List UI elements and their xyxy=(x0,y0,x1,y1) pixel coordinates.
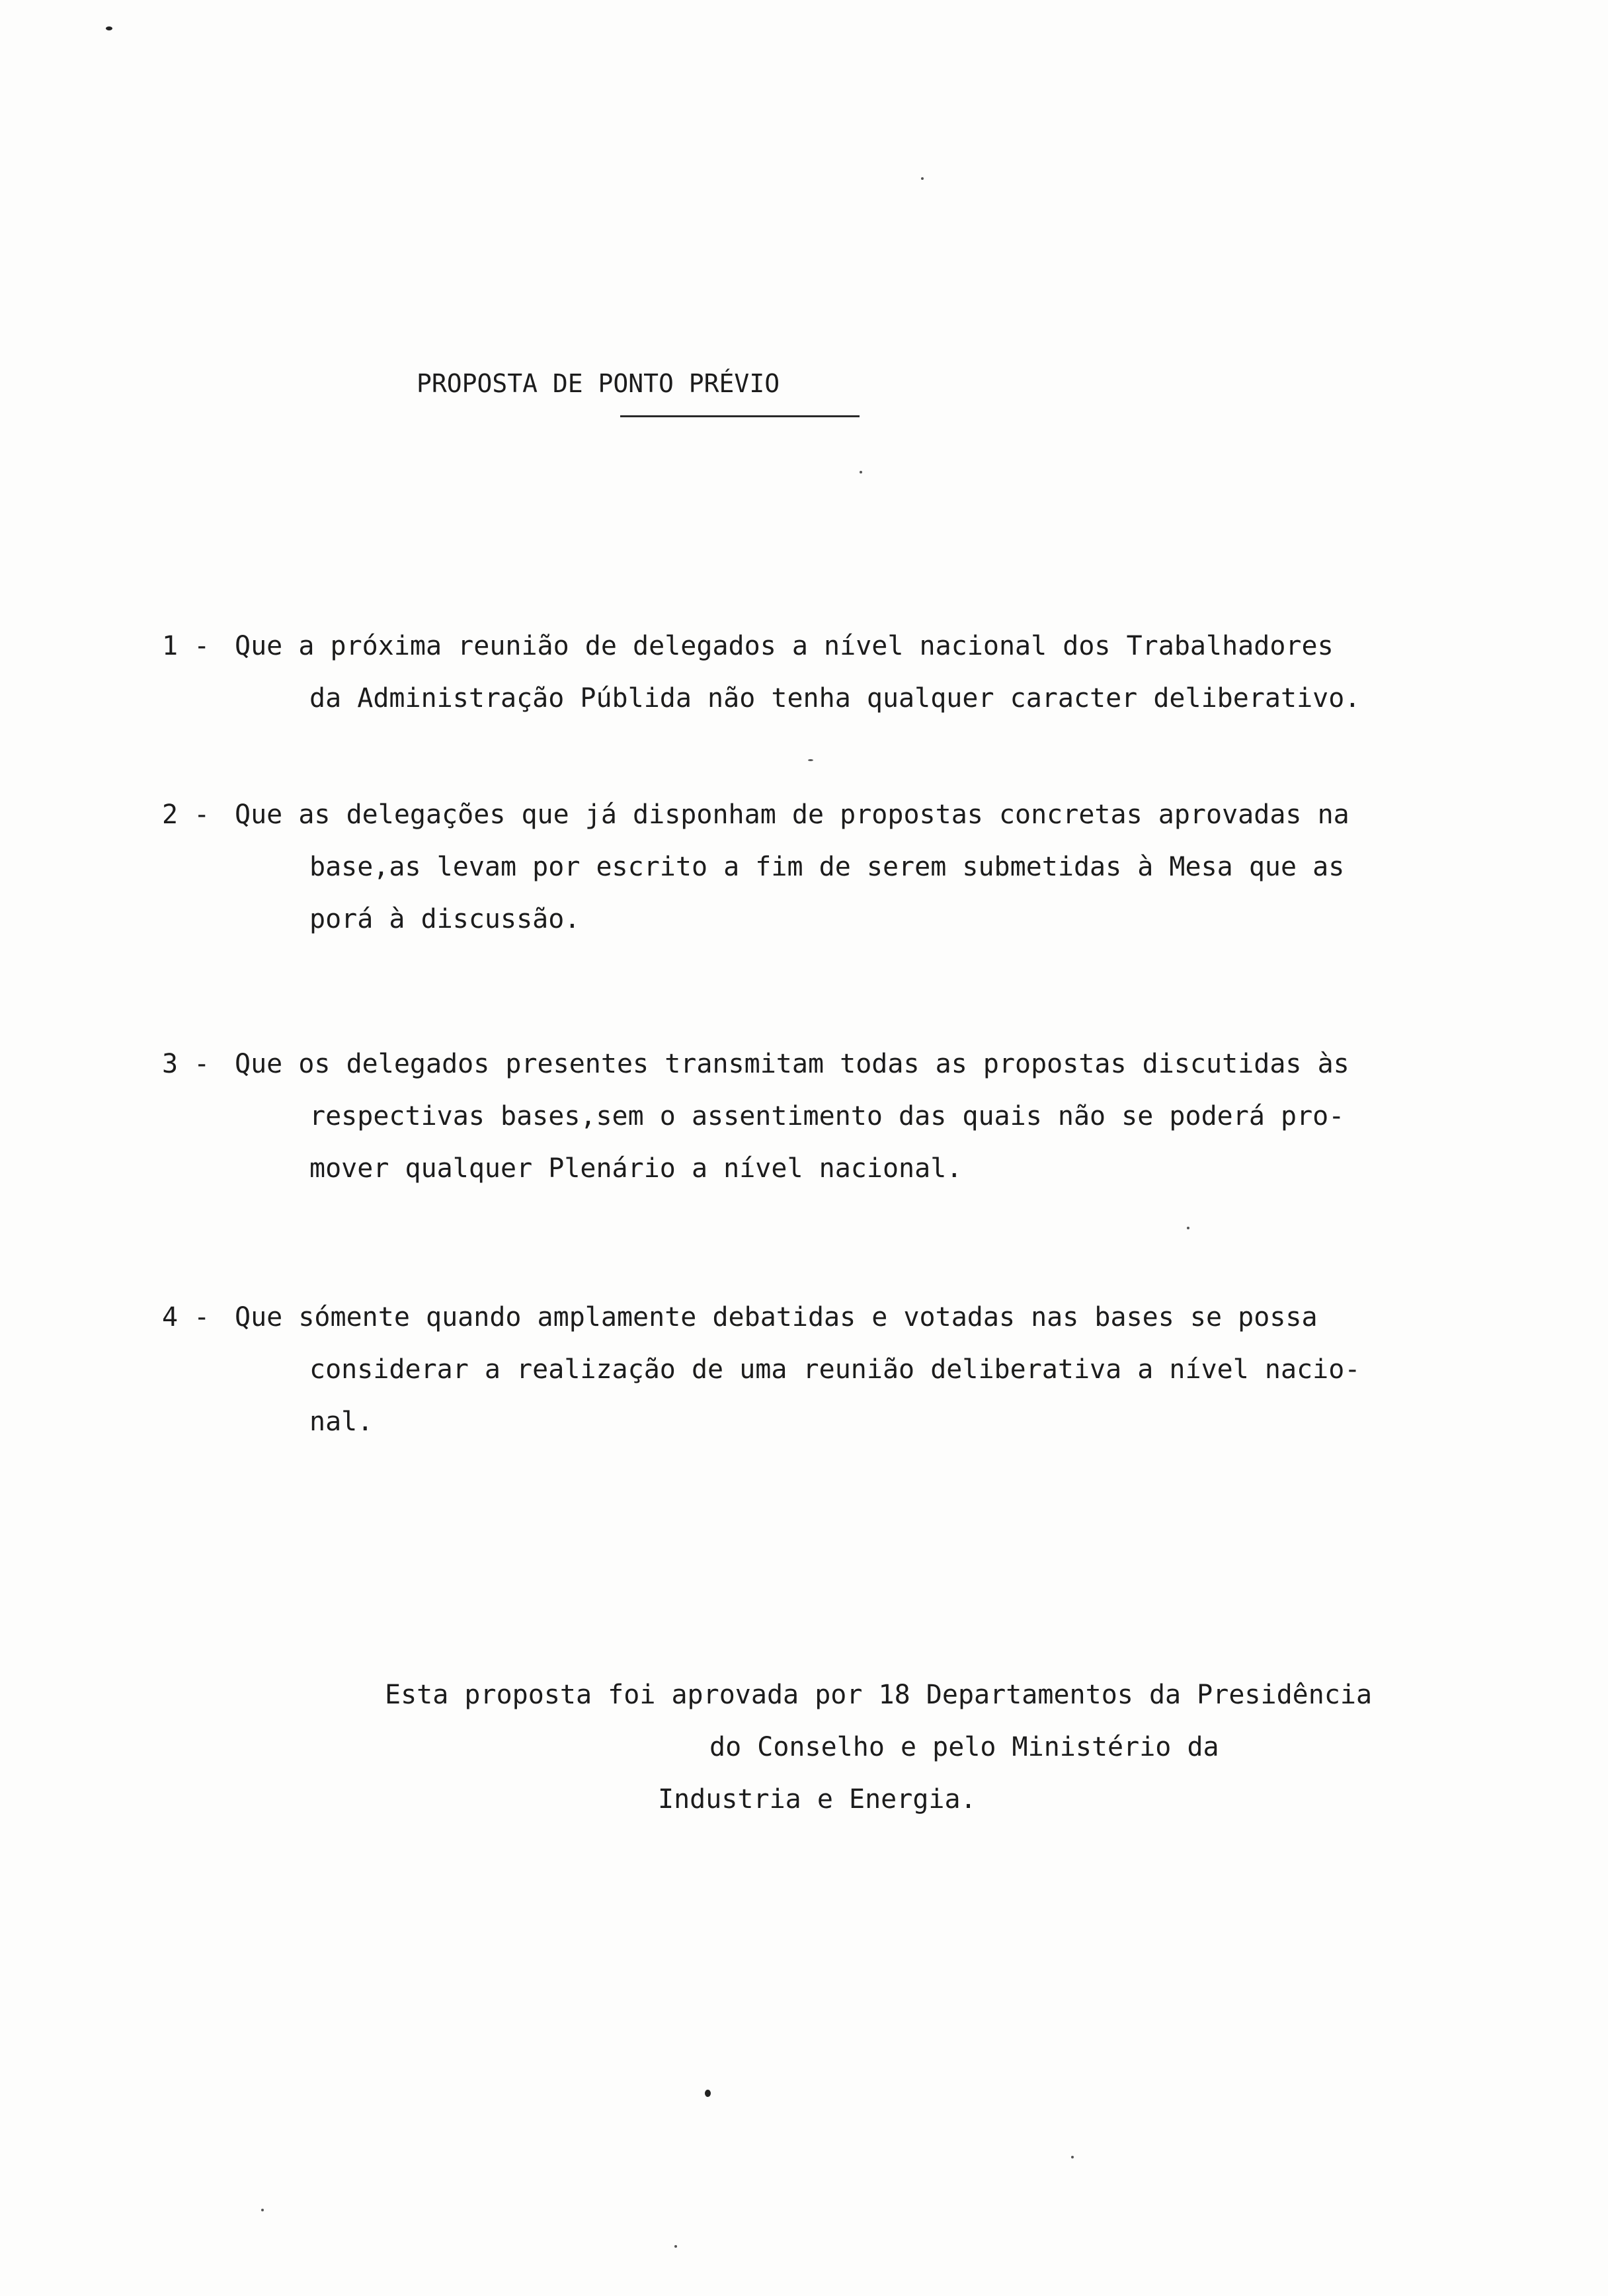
item-line: da Administração Públida não tenha qualquer caracter deliberativo. xyxy=(309,683,1361,714)
item-text xyxy=(235,620,1608,725)
item-number: 4 - xyxy=(162,1302,210,1332)
item-line: Que a próxima reunião de delegados a nível nacional dos Trabalhadores xyxy=(235,631,1334,661)
closing-line-1: Esta proposta foi aprovada por 18 Departamentos da Presidência xyxy=(385,1680,1373,1710)
item-number: 2 - xyxy=(162,800,210,830)
item-line: respectivas bases,sem o assentimento das quais não se poderá pro- xyxy=(309,1101,1345,1131)
item-line: Que sómente quando amplamente debatidas e votadas nas bases se possa xyxy=(235,1302,1318,1332)
scan-speck xyxy=(1187,1227,1189,1229)
item-line: mover qualquer Plenário a nível nacional. xyxy=(309,1153,963,1184)
item-line: base,as levam por escrito a fim de serem submetidas à Mesa que as xyxy=(309,852,1345,882)
scan-speck xyxy=(1071,2156,1074,2158)
item-number: 1 - xyxy=(162,631,210,661)
closing-line-3: Industria e Energia. xyxy=(658,1784,977,1815)
closing-line-2: do Conselho e pelo Ministério da xyxy=(709,1732,1219,1762)
title-underline xyxy=(620,415,860,417)
item-line: nal. xyxy=(309,1407,374,1437)
scan-speck xyxy=(921,177,924,180)
item-number: 3 - xyxy=(162,1049,210,1079)
scan-speck xyxy=(705,2090,711,2097)
scan-speck xyxy=(674,2245,677,2248)
document-title: PROPOSTA DE PONTO PRÉVIO xyxy=(417,369,780,398)
item-line: porá à discussão. xyxy=(309,904,581,934)
item-line: Que as delegações que já disponham de propostas concretas aprovadas na xyxy=(235,800,1349,830)
item-line: considerar a realização de uma reunião deliberativa a nível nacio- xyxy=(309,1354,1361,1385)
scan-speck xyxy=(106,26,112,30)
item-line: Que os delegados presentes transmitam todas as propostas discutidas às xyxy=(235,1049,1349,1079)
item-text xyxy=(235,789,1608,946)
scan-speck xyxy=(261,2209,264,2211)
item-text xyxy=(235,1292,1608,1448)
item-text xyxy=(235,1038,1608,1195)
scan-speck xyxy=(860,471,862,473)
scan-speck xyxy=(808,759,813,761)
